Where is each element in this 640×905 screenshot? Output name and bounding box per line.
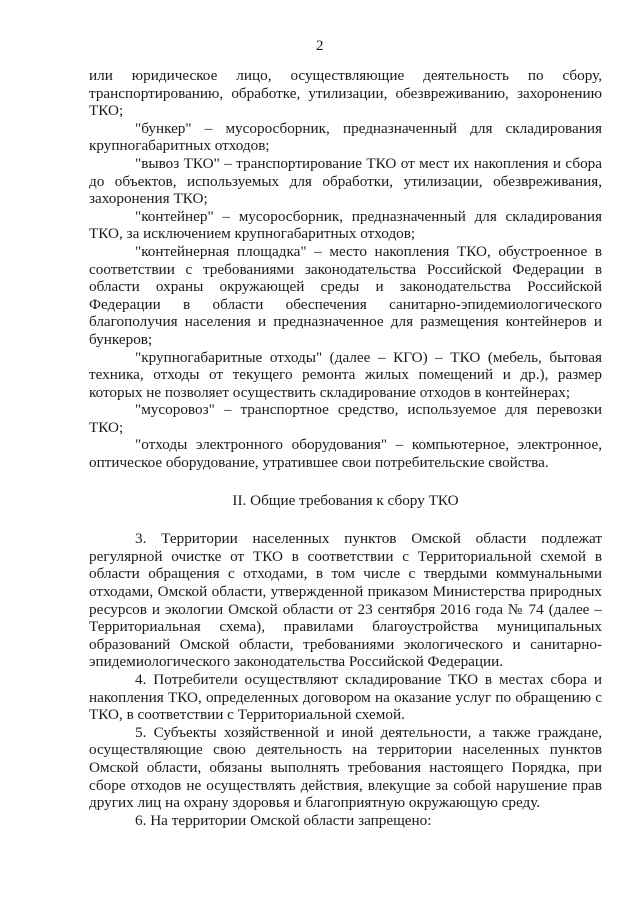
definition-tko-removal: "вывоз ТКО" – транспортирование ТКО от мест их накопления и сбора до объектов, используемых для обработки, утилизации, обезвреживания, захоронения ТКО; [89,154,602,208]
paragraph-4: 4. Потребители осуществляют складирование ТКО в местах сбора и накопления ТКО, определенных договором на оказание услуг по обращению с ТКО, в соответствии с Территориальной схемой. [89,671,602,724]
paragraph-3: 3. Территории населенных пунктов Омской области подлежат регулярной очистке от ТКО в соответствии с Территориальной схемой в области обращения с отходами, в том числе с твердыми коммунальными отходами, Омской области, утвержденной приказом Министерства природных ресурсов и экологии Омской области от 23 сентября 2016 года № 74 (далее – Территориальная схема), правилами благоустройства муниципальных образований Омской области, требованиями экологического и санитарно-эпидемиологического законодательства Российской Федерации. [89,530,602,671]
paragraph-6: 6. На территории Омской области запрещено: [135,811,432,829]
definition-continuation: или юридическое лицо, осуществляющие деятельность по сбору, транспортированию, обработке, утилизации, обезвреживанию, захоронению ТКО; [89,67,602,120]
page-number: 2 [316,38,324,54]
definition-electronic-waste: "отходы электронного оборудования" – компьютерное, электронное, оптическое оборудование, утратившее свои потребительские свойства. [89,436,602,472]
document-body [89,67,602,829]
definition-container-site: "контейнерная площадка" – место накопления ТКО, обустроенное в соответствии с требованиями законодательства Российской Федерации в области охраны окружающей среды и законодательства Российской Федерации в области обеспечения санитарно-эпидемиологического благополучия населения и предназначенное для размещения контейнеров и бункеров; [89,242,602,348]
section-heading: II. Общие требования к сбору ТКО [232,491,459,509]
definition-garbage-truck: "мусоровоз" – транспортное средство, используемое для перевозки ТКО; [89,401,602,436]
definition-bunker: "бункер" – мусоросборник, предназначенный для складирования крупногабаритных отходов; [89,119,602,155]
paragraph-5: 5. Субъекты хозяйственной и иной деятельности, а также граждане, осуществляющие свою деятельность на территории населенных пунктов Омской области, обязаны выполнять требования настоящего Порядка, при сборе отходов не осуществлять действия, влекущие за собой нарушение прав других лиц на охрану здоровья и благоприятную окружающую среду. [89,723,602,812]
definition-bulky-waste: "крупногабаритные отходы" (далее – КГО) – ТКО (мебель, бытовая техника, отходы от текущего ремонта жилых помещений и др.), размер которых не позволяет осуществить складирование отходов в контейнерах; [89,348,602,401]
definition-container: "контейнер" – мусоросборник, предназначенный для складирования ТКО, за исключением крупногабаритных отходов; [89,207,602,243]
